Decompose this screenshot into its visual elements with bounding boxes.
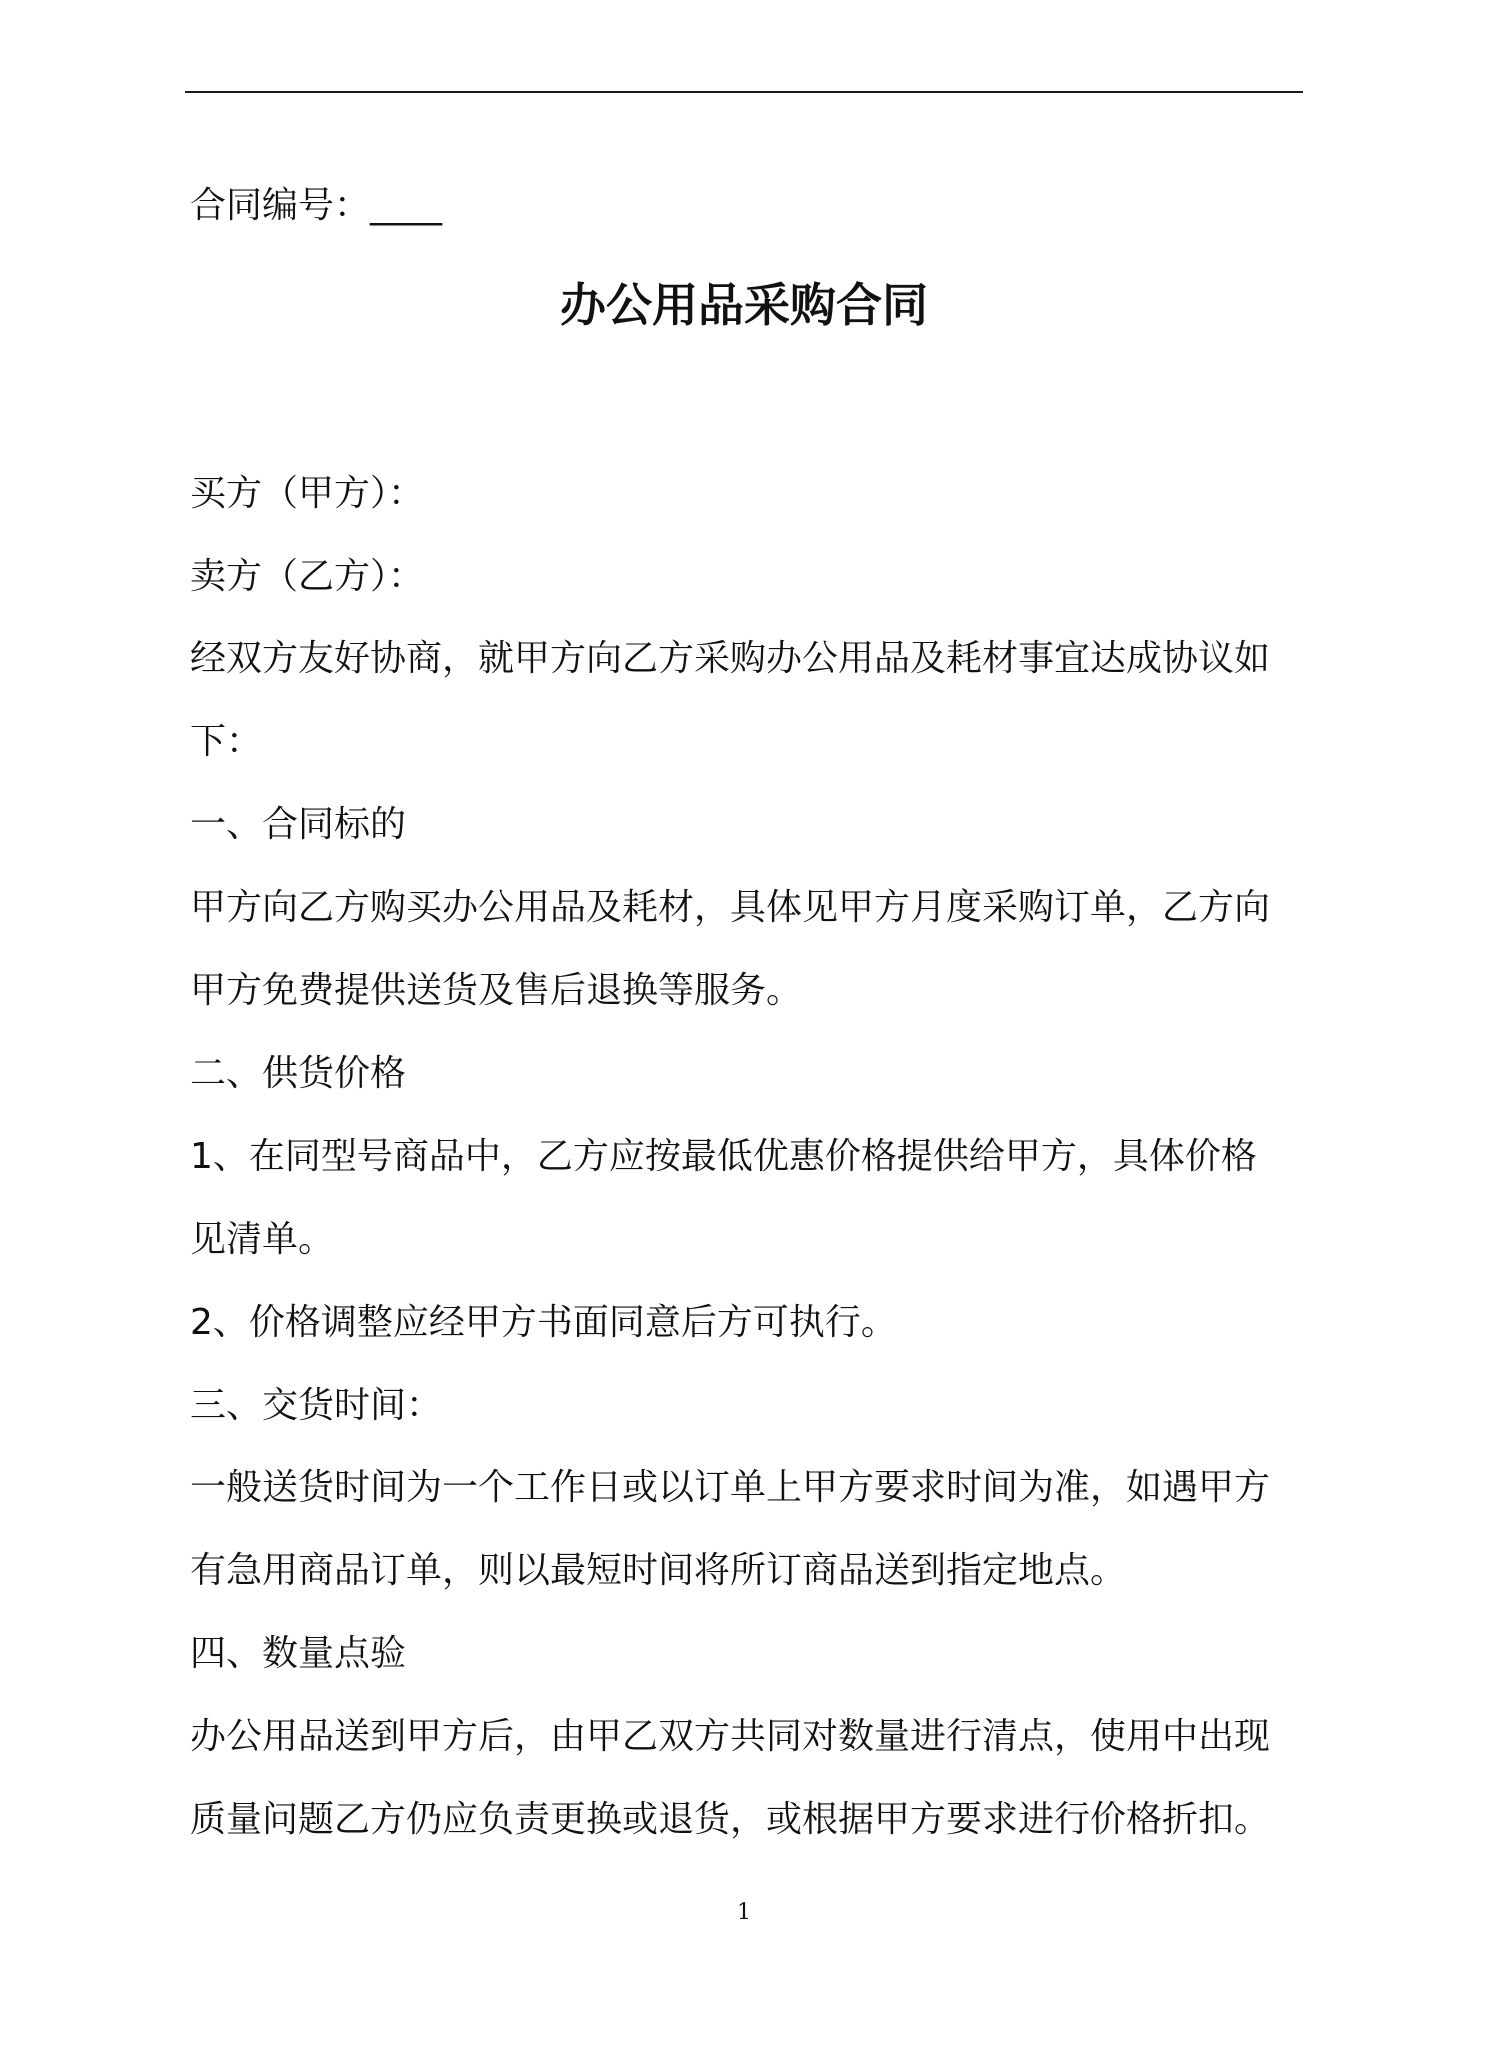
header-rule [185,91,1303,93]
section-2-item-2: 2、价格调整应经甲方书面同意后方可执行。 [190,1302,897,1343]
section-1-line-1: 甲方向乙方购买办公用品及耗材，具体见甲方月度采购订单，乙方向 [190,887,1271,928]
preamble-line-2: 下： [190,721,263,762]
section-heading-2: 二、供货价格 [190,1053,407,1094]
section-3-line-1: 一般送货时间为一个工作日或以订单上甲方要求时间为准，如遇甲方 [190,1467,1271,1508]
buyer-line: 买方（甲方）： [190,473,425,514]
section-heading-3: 三、交货时间： [190,1385,443,1426]
section-4-line-1: 办公用品送到甲方后，由甲乙双方共同对数量进行清点，使用中出现 [190,1716,1271,1757]
contract-number: 合同编号：____ [190,185,443,226]
section-3-line-2: 有急用商品订单，则以最短时间将所订商品送到指定地点。 [190,1550,1127,1591]
section-heading-4: 四、数量点验 [190,1633,407,1674]
section-2-item-1-line-2: 见清单。 [190,1219,335,1260]
page-number: 1 [737,1900,751,1925]
section-heading-1: 一、合同标的 [190,804,407,845]
document-title: 办公用品采购合同 [560,278,928,332]
section-2-item-1-line-1: 1、在同型号商品中，乙方应按最低优惠价格提供给甲方，具体价格 [190,1136,1257,1177]
section-4-line-2: 质量问题乙方仍应负责更换或退货，或根据甲方要求进行价格折扣。 [190,1799,1271,1840]
preamble-line-1: 经双方友好协商，就甲方向乙方采购办公用品及耗材事宜达成协议如 [190,638,1271,679]
seller-line: 卖方（乙方）： [190,556,425,597]
section-1-line-2: 甲方免费提供送货及售后退换等服务。 [190,970,803,1011]
